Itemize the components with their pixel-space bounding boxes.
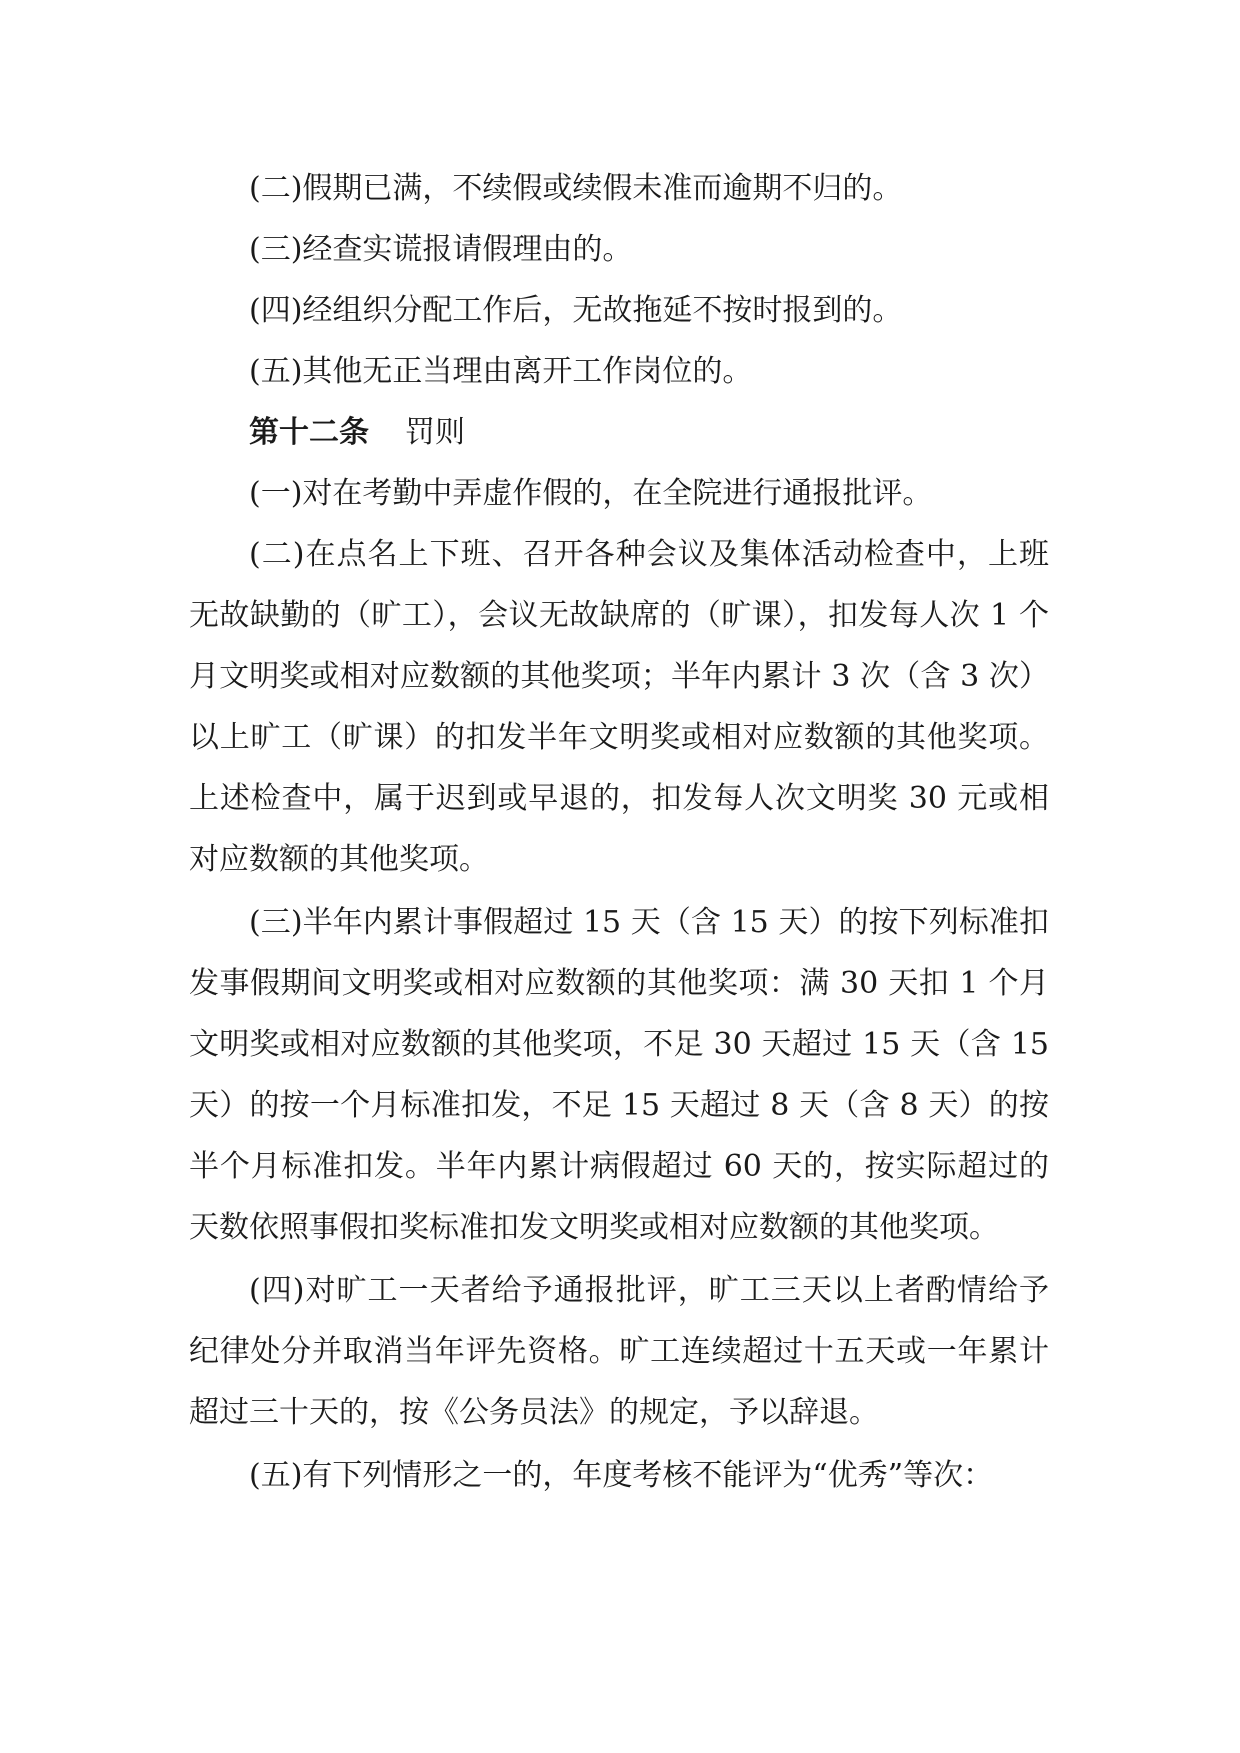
penalty-item-1: (一)对在考勤中弄虚作假的，在全院进行通报批评。	[249, 476, 933, 511]
article-title: 罚则	[405, 415, 465, 450]
list-item-4: (四)经组织分配工作后，无故拖延不按时报到的。	[249, 293, 903, 328]
article-number: 第十二条	[249, 415, 369, 450]
list-item-2: (二)假期已满，不续假或续假未准而逾期不归的。	[249, 171, 903, 206]
penalty-item-5: (五)有下列情形之一的，年度考核不能评为“优秀”等次：	[249, 1458, 994, 1493]
list-item-5: (五)其他无正当理由离开工作岗位的。	[249, 354, 753, 389]
list-item-3: (三)经查实谎报请假理由的。	[249, 232, 633, 267]
penalty-item-2: (二)在点名上下班、召开各种会议及集体活动检查中，上班无故缺勤的（旷工），会议无故缺席的（旷课），扣发每人次 1 个月文明奖或相对应数额的其他奖项；半年内累计 3 次（含 3 次）以上旷工（旷课）的扣发半年文明奖或相对应数额的其他奖项。上述检查中，属于迟到或早退的，扣发每人次文明奖 30 元或相对应数额的其他奖项。	[189, 537, 1049, 877]
document-body	[189, 158, 1049, 1506]
penalty-item-4: (四)对旷工一天者给予通报批评，旷工三天以上者酌情给予纪律处分并取消当年评先资格。旷工连续超过十五天或一年累计超过三十天的，按《公务员法》的规定，予以辞退。	[189, 1273, 1049, 1430]
article-heading	[189, 402, 1049, 463]
penalty-item-3: (三)半年内累计事假超过 15 天（含 15 天）的按下列标准扣发事假期间文明奖或相对应数额的其他奖项：满 30 天扣 1 个月文明奖或相对应数额的其他奖项，不足 30 天超过 15 天（含 15 天）的按一个月标准扣发，不足 15 天超过 8 天（含 8 天）的按半个月标准扣发。半年内累计病假超过 60 天的，按实际超过的天数依照事假扣奖标准扣发文明奖或相对应数额的其他奖项。	[189, 905, 1049, 1245]
